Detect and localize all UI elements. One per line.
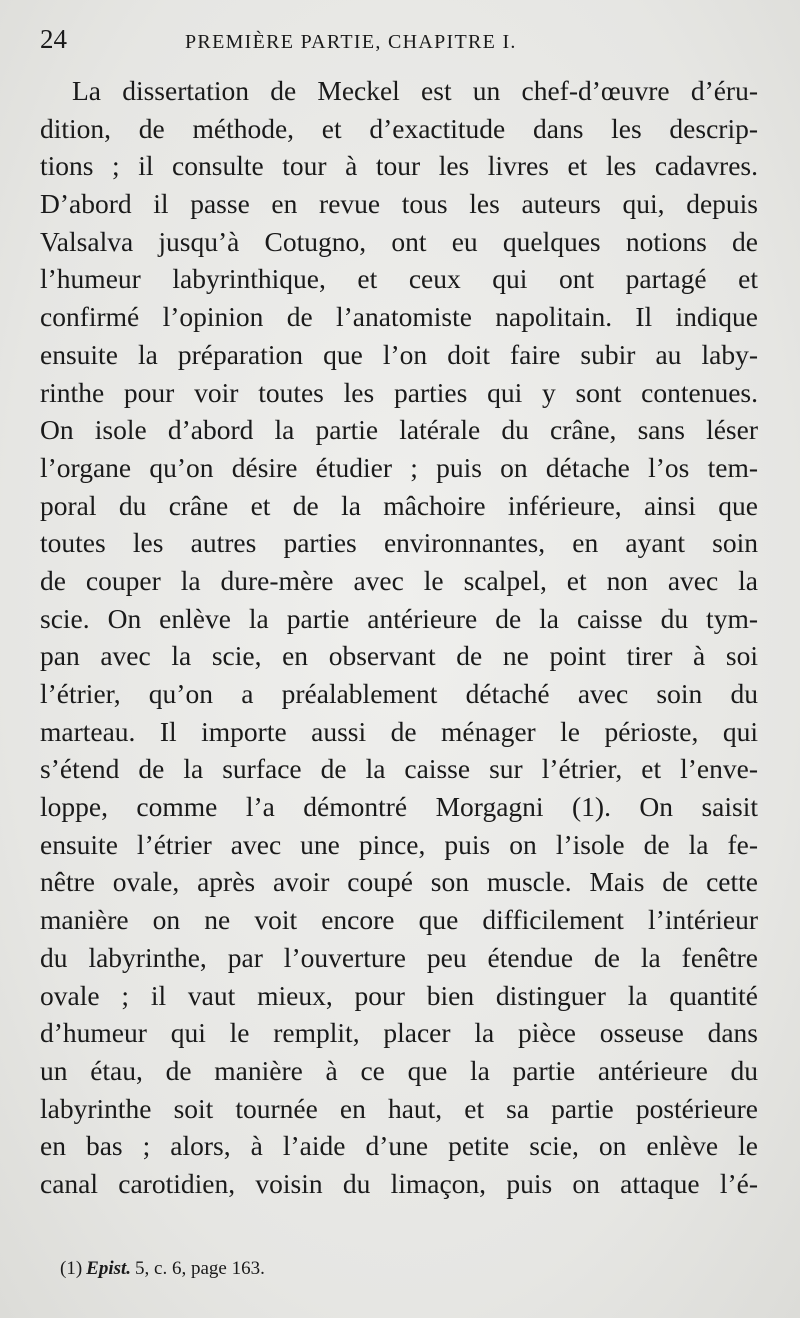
text-line: On isole d’abord la partie latérale du crâne, sans léser: [40, 414, 758, 446]
text-line: l’organe qu’on désire étudier ; puis on détache l’os tem-: [40, 451, 758, 483]
text-line: marteau. Il importe aussi de ménager le périoste, qui: [40, 715, 758, 747]
footnote: [60, 1258, 265, 1280]
text-line: toutes les autres parties environnantes, en ayant soin: [40, 527, 758, 559]
text-line: confirmé l’opinion de l’anatomiste napolitain. Il indique: [40, 301, 758, 333]
text-line: D’abord il passe en revue tous les auteurs qui, depuis: [40, 188, 758, 220]
text-line: s’étend de la surface de la caisse sur l’étrier, et l’enve-: [40, 753, 758, 785]
footnote-label: (1): [60, 1258, 83, 1279]
text-line: canal carotidien, voisin du limaçon, puis on attaque l’é-: [40, 1167, 758, 1199]
text-line: nêtre ovale, après avoir coupé son muscle. Mais de cette: [40, 866, 758, 898]
text-line: Valsalva jusqu’à Cotugno, ont eu quelques notions de: [40, 225, 758, 257]
text-line: loppe, comme l’a démontré Morgagni (1). On saisit: [40, 791, 758, 823]
text-line: manière on ne voit encore que difficilement l’intérieur: [40, 904, 758, 936]
running-head: [40, 24, 760, 64]
text-line: ensuite l’étrier avec une pince, puis on l’isole de la fe-: [40, 828, 758, 860]
footnote-reference: 5, c. 6, page 163.: [135, 1258, 265, 1279]
text-line: de couper la dure-mère avec le scalpel, et non avec la: [40, 564, 758, 596]
page-number: 24: [40, 24, 67, 54]
text-line: poral du crâne et de la mâchoire inférieure, ainsi que: [40, 489, 758, 521]
text-line: un étau, de manière à ce que la partie antérieure du: [40, 1054, 758, 1086]
running-title: PREMIÈRE PARTIE, CHAPITRE I.: [185, 31, 517, 53]
text-line: labyrinthe soit tournée en haut, et sa partie postérieure: [40, 1092, 758, 1124]
text-line: dition, de méthode, et d’exactitude dans les descrip-: [40, 112, 758, 144]
text-line: ensuite la préparation que l’on doit faire subir au laby-: [40, 338, 758, 370]
body-paragraph: [40, 72, 758, 1203]
text-line: scie. On enlève la partie antérieure de la caisse du tym-: [40, 602, 758, 634]
text-line: ovale ; il vaut mieux, pour bien distinguer la quantité: [40, 979, 758, 1011]
text-line: l’humeur labyrinthique, et ceux qui ont partagé et: [40, 263, 758, 295]
text-line: l’étrier, qu’on a préalablement détaché avec soin du: [40, 678, 758, 709]
footnote-work: Epist.: [86, 1258, 132, 1279]
text-line: pan avec la scie, en observant de ne point tirer à soi: [40, 640, 758, 672]
text-line: tions ; il consulte tour à tour les livres et les cadavres.: [40, 150, 758, 182]
text-line: du labyrinthe, par l’ouverture peu étendue de la fenêtre: [40, 941, 758, 973]
text-line: La dissertation de Meckel est un chef-d’œuvre d’éru-: [72, 75, 758, 106]
text-line: rinthe pour voir toutes les parties qui y sont contenues.: [40, 376, 758, 408]
text-line: d’humeur qui le remplit, placer la pièce osseuse dans: [40, 1017, 758, 1049]
text-line: en bas ; alors, à l’aide d’une petite scie, on enlève le: [40, 1130, 758, 1162]
